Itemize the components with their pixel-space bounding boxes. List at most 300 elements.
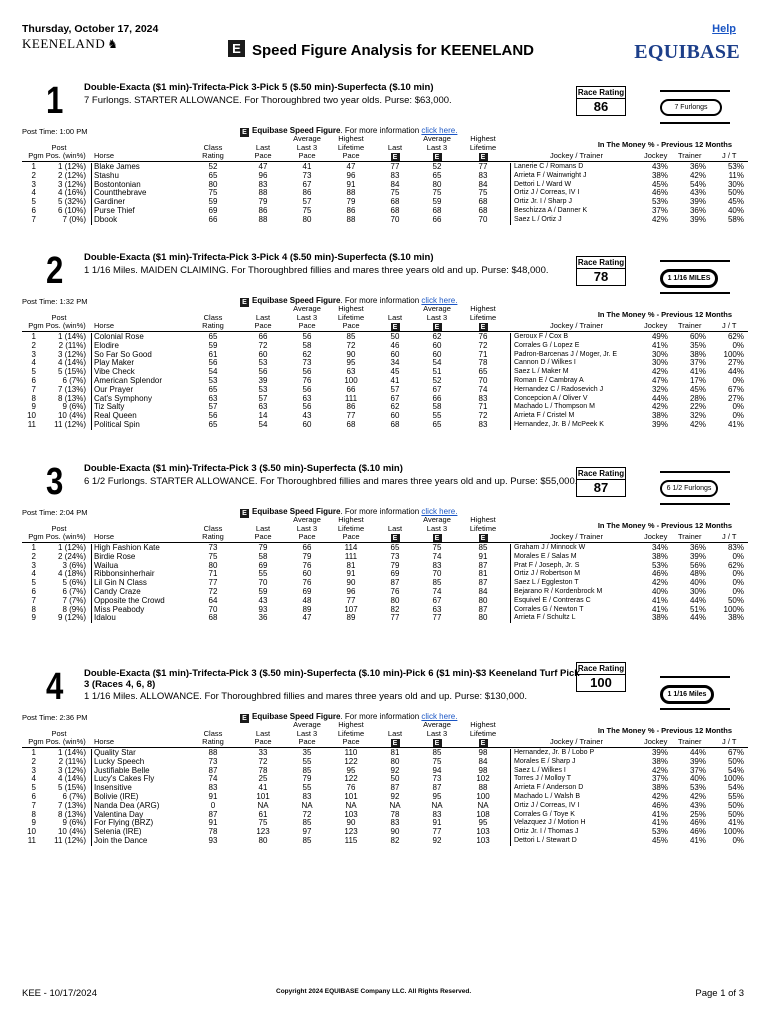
highest-lifetime-esf: 98 [478,748,488,757]
race-rating-value: 86 [593,99,609,114]
col-header-icon-line [464,322,502,331]
col-horse [94,516,154,542]
col-last-esf [380,516,410,542]
highest-lifetime-esf: 84 [478,586,488,596]
col-header-text: Horse [94,532,115,541]
highest-lifetime-esf: 95 [478,818,488,828]
avg-last3-esf: 65 [432,170,442,180]
class-rating: 53 [208,375,218,385]
trainer-pct: 35% [689,340,706,350]
program-number: 1 [31,162,36,171]
last-esf: 87 [390,578,400,588]
highest-lifetime-pace: 63 [346,367,356,377]
equibase-logo: EQUIBASE [634,41,740,63]
highest-lifetime-pace: 103 [344,809,358,819]
col-header-icon-line [418,533,456,542]
highest-lifetime-esf: 77 [478,162,488,171]
highest-lifetime-esf: NA [477,800,489,810]
jockey-trainer: Arrieta F / Anderson D [514,784,584,792]
program-number: 5 [31,783,36,793]
jockey-pct: 47% [651,375,668,385]
horse-name: Political Spin [94,419,140,429]
horse-name: Dbook [94,214,118,224]
trainer-pct: 56% [689,560,706,570]
highest-lifetime-pace: 88 [346,188,356,198]
track-logo-text: KEENELAND [22,36,106,51]
equibase-e-icon: E [433,739,442,748]
col-header-text: Highest [470,304,496,313]
avg-last3-esf: 92 [432,835,442,845]
post-position: 4 (16%) [57,188,86,198]
highest-lifetime-pace: NA [345,800,357,810]
trainer-pct: 44% [689,595,706,605]
trainer-pct: 39% [689,197,706,207]
program-number: 2 [31,756,36,766]
program-number: 3 [31,179,36,189]
avg-last3-esf: 63 [432,604,442,614]
avg-last3-pace: 47 [302,613,312,623]
equibase-e-icon: E [479,739,488,748]
class-rating: 64 [208,595,218,605]
col-trainer-pct: Trainer [678,532,702,541]
horse-name: Countthebrave [94,188,147,198]
trainer-pct: 53% [689,783,706,793]
click-here-link[interactable]: click here. [421,296,458,305]
highest-lifetime-esf: 84 [478,756,488,766]
horse-name: Nanda Dea (ARG) [94,800,160,810]
avg-last3-pace: 89 [302,604,312,614]
col-avg-last3-pace [288,516,326,542]
col-header-text: Rating [202,737,224,746]
footer-page-number: Page 1 of 3 [695,988,744,999]
last-pace: 54 [258,419,268,429]
col-jt-pct: J / T [722,737,737,746]
avg-last3-esf: 85 [432,748,442,757]
race-rating-box [576,256,626,286]
last-esf: 50 [390,774,400,784]
col-header-text: Pace [298,737,316,746]
col-horse [94,305,154,331]
trainer-pct: 44% [689,748,706,757]
horse-name: American Splendor [94,375,163,385]
last-esf: 68 [390,205,400,215]
avg-last3-pace: 97 [302,827,312,837]
click-here-link[interactable]: click here. [421,712,458,721]
jockey-trainer: Corrales G / Toye K [514,810,575,818]
jt-pct: 55% [727,791,744,801]
jockey-pct: 45% [651,179,668,189]
last-esf: 70 [390,214,400,224]
col-header-text: Pace [254,737,272,746]
avg-last3-pace: 48 [302,595,312,605]
jockey-pct: 41% [651,604,668,614]
jockey-pct: 39% [651,748,668,757]
program-number: 7 [31,384,36,394]
jt-pct: 30% [727,179,744,189]
avg-last3-esf: 65 [432,419,442,429]
col-header-text: Pace [342,151,360,160]
entries-table [22,333,748,430]
post-position: 6 (7%) [62,375,86,385]
table-row [22,395,748,404]
jockey-pct: 38% [651,613,668,623]
col-last-esf [380,135,410,161]
last-esf: 57 [390,384,400,394]
last-esf: 46 [390,340,400,350]
col-class-rating [198,516,228,542]
horse-name: Idalou [94,613,116,623]
track-rail-bottom [660,292,730,294]
col-header-text: Average [423,720,451,729]
highest-lifetime-pace: 107 [344,604,358,614]
equibase-e-icon: E [479,153,488,162]
jt-pct: 0% [732,569,744,579]
jockey-pct: 30% [651,358,668,368]
jockey-trainer: Ortiz Jr. I / Thomas J [514,828,579,836]
col-avg-last3-esf [418,305,456,331]
class-rating: 71 [208,569,218,579]
speed-figure-label: Equibase Speed Figure [252,296,341,305]
post-position: 1 (14%) [57,748,86,757]
col-header-text: Last [387,142,403,152]
jockey-pct: 34% [651,543,668,552]
col-header-text: Last 3 [296,728,318,738]
trainer-pct: 51% [689,604,706,614]
col-post [22,135,92,161]
avg-last3-pace: NA [301,800,313,810]
jockey-trainer: Padron-Barcenas J / Moger, Jr. E [514,350,618,358]
last-esf: 87 [390,783,400,793]
track-rail-top [660,471,730,473]
avg-last3-pace: 43 [302,411,312,421]
avg-last3-esf: 68 [432,205,442,215]
help-link[interactable]: Help [712,23,736,35]
jockey-pct: 39% [651,419,668,429]
trainer-pct: 40% [689,774,706,784]
highest-lifetime-pace: 96 [346,586,356,596]
race-number: 2 [46,250,64,292]
jockey-pct: 42% [651,578,668,588]
class-rating: 65 [208,170,218,180]
col-header-text: Pace [254,321,272,330]
highest-lifetime-pace: 100 [344,375,358,385]
highest-lifetime-esf: 98 [478,765,488,775]
avg-last3-esf: 91 [432,818,442,828]
col-jockey-trainer: Jockey / Trainer [550,151,603,160]
click-here-link[interactable]: click here. [421,507,458,516]
last-pace: 39 [258,375,268,385]
jt-pct: 67% [727,384,744,394]
jockey-pct: 42% [651,214,668,224]
horse-name: Wailua [94,560,119,570]
post-position: 4 (14%) [57,358,86,368]
col-jockey-pct: Jockey [644,532,668,541]
col-header-text: Last 3 [296,312,318,322]
click-here-link[interactable]: click here. [421,126,458,135]
col-post [22,305,92,331]
horse-name: Bolivie (IRE) [94,791,139,801]
jockey-trainer: Concepcion A / Oliver V [514,394,588,402]
program-number: 10 [27,411,36,421]
col-header-text: Lifetime [469,312,497,322]
col-header-text: Rating [202,321,224,330]
col-last-esf [380,721,410,747]
jt-pct: 11% [728,170,744,180]
in-the-money-header: In The Money % - Previous 12 Months [597,521,732,530]
race-conditions-title: Double-Exacta ($1 min)-Trifecta-Pick 3 ($.50 min)-Superfecta ($.10 min)-Pick 6 ($1 min)-$3 Keeneland Turf Pick [84,668,580,679]
program-number: 5 [31,197,36,207]
post-time: Post Time: 2:36 PM [22,713,88,722]
last-pace: 72 [258,756,268,766]
highest-lifetime-esf: 72 [478,340,488,350]
class-rating: 65 [208,332,218,341]
jockey-pct: 45% [651,835,668,845]
horse-name: Purse Thief [94,205,135,215]
col-header-icon-line [418,152,456,161]
jockey-pct: 41% [651,818,668,828]
jockey-trainer: Arrieta F / Cristel M [514,412,575,420]
track-oval: 1 1/16 MILES [660,269,718,288]
highest-lifetime-esf: 83 [478,170,488,180]
last-esf: 77 [390,162,400,171]
col-header-text: Horse [94,321,115,330]
highest-lifetime-pace: 72 [346,340,356,350]
last-esf: 60 [390,349,400,359]
highest-lifetime-esf: 68 [478,197,488,207]
col-header-text: Highest [470,515,496,524]
jockey-pct: 42% [651,367,668,377]
jt-pct: 41% [727,419,744,429]
col-header-text: Highest [470,134,496,143]
jockey-pct: 53% [651,560,668,570]
class-rating: 0 [210,800,216,810]
column-divider [510,544,511,623]
highest-lifetime-pace: 68 [346,419,356,429]
avg-last3-esf: 54 [432,358,442,368]
avg-last3-esf: 74 [432,551,442,561]
program-number: 8 [31,809,36,819]
highest-lifetime-esf: 71 [478,402,488,412]
jockey-pct: 46% [651,569,668,579]
col-header-text: Last 3 [296,142,318,152]
col-header-text: Last 3 [296,523,318,533]
horse-name: Birdie Rose [94,551,136,561]
post-position: 4 (18%) [57,569,86,579]
col-avg-last3-esf [418,135,456,161]
highest-lifetime-esf: 80 [478,595,488,605]
col-header-text: Pace [254,532,272,541]
col-header-text: Horse [94,151,115,160]
trainer-pct: 39% [689,551,706,561]
avg-last3-esf: 83 [432,809,442,819]
jockey-pct: 38% [651,756,668,766]
jt-pct: 27% [727,358,744,368]
avg-last3-pace: 56 [302,332,312,341]
column-divider [91,333,92,430]
jockey-trainer: Ortiz J / Correas, IV I [514,189,580,197]
class-rating: 66 [208,214,218,224]
last-pace: 36 [258,613,268,623]
race-rating-value: 78 [593,269,609,284]
avg-last3-pace: 86 [302,188,312,198]
col-post [22,721,92,747]
entries-table [22,544,748,623]
col-header-text: Highest [470,720,496,729]
class-rating: 61 [208,349,218,359]
jockey-pct: 49% [651,332,668,341]
avg-last3-esf: 52 [432,375,442,385]
highest-lifetime-pace: 91 [346,569,356,579]
track-rail-top [660,90,730,92]
col-highest-lifetime-pace [334,721,368,747]
col-last-pace [248,135,278,161]
col-last-pace [248,721,278,747]
equibase-e-icon: E [391,739,400,748]
col-highest-lifetime-esf [464,135,502,161]
horse-name: Real Queen [94,411,137,421]
last-esf: 78 [390,809,400,819]
avg-last3-pace: 85 [302,818,312,828]
col-header-text: Class [203,728,223,738]
program-number: 3 [31,560,36,570]
last-esf: 73 [390,551,400,561]
jockey-trainer: Hernandez, Jr. B / Lobo P [514,749,595,756]
highest-lifetime-esf: 72 [478,411,488,421]
program-number: 4 [31,188,36,198]
avg-last3-pace: 41 [302,162,312,171]
trainer-pct: 39% [689,756,706,766]
col-header-text: Highest [338,304,364,313]
jt-pct: 0% [732,551,744,561]
jockey-trainer: Dettori L / Stewart D [514,836,577,844]
equibase-e-icon: E [240,714,249,723]
highest-lifetime-pace: 47 [346,162,356,171]
highest-lifetime-pace: 101 [344,791,358,801]
col-header-text: Lifetime [337,142,365,152]
last-esf: 62 [390,402,400,412]
column-divider [510,749,511,846]
col-jockey-trainer: Jockey / Trainer [550,532,603,541]
jt-pct: 100% [723,827,744,837]
jt-pct: 53% [727,162,744,171]
jockey-pct: 37% [651,774,668,784]
highest-lifetime-esf: 75 [478,188,488,198]
jt-pct: 45% [727,197,744,207]
track-rail-top [660,676,730,678]
trainer-pct: 17% [689,375,706,385]
highest-lifetime-pace: 122 [344,774,358,784]
highest-lifetime-esf: 102 [476,774,490,784]
col-jt-pct: J / T [722,151,737,160]
jockey-trainer: Prat F / Joseph, Jr. S [514,561,580,569]
col-avg-last3-pace [288,305,326,331]
highest-lifetime-pace: 79 [346,197,356,207]
horse-name: Colonial Rose [94,332,144,341]
post-position: 1 (12%) [57,543,86,552]
col-header-text: Average [423,134,451,143]
program-number: 7 [31,595,36,605]
col-jockey-trainer: Jockey / Trainer [550,737,603,746]
speed-figure-label: Equibase Speed Figure [252,712,341,721]
col-header-text: Lifetime [469,523,497,533]
last-pace: 43 [258,595,268,605]
speed-figure-label: Equibase Speed Figure [252,126,341,135]
jt-pct: 50% [727,809,744,819]
last-pace: 96 [258,170,268,180]
class-rating: 56 [208,358,218,368]
last-pace: 101 [256,791,270,801]
equibase-e-icon: E [391,534,400,543]
program-number: 2 [31,551,36,561]
last-esf: 76 [390,586,400,596]
avg-last3-esf: 59 [432,197,442,207]
last-pace: 78 [258,765,268,775]
jockey-pct: 42% [651,765,668,775]
col-header-text: Pgm Pos. (win%) [28,737,86,746]
col-header-blank [94,721,154,730]
last-esf: 65 [390,543,400,552]
last-pace: 83 [258,179,268,189]
last-esf: 83 [390,818,400,828]
avg-last3-esf: 58 [432,402,442,412]
col-avg-last3-esf [418,516,456,542]
avg-last3-pace: 56 [302,367,312,377]
avg-last3-esf: 67 [432,595,442,605]
last-esf: 79 [390,560,400,570]
jockey-trainer: Ortiz Jr. I / Sharp J [514,198,572,206]
post-position: 6 (10%) [57,205,86,215]
program-number: 10 [27,827,36,837]
jt-pct: 40% [727,205,744,215]
more-info-text: . For more information [340,296,420,305]
program-number: 6 [31,586,36,596]
program-number: 9 [31,818,36,828]
last-pace: 53 [258,358,268,368]
jt-pct: 100% [723,349,744,359]
horse-name: Ribbonsinherhair [94,569,155,579]
col-jockey-trainer: Jockey / Trainer [550,321,603,330]
class-rating: 56 [208,411,218,421]
trainer-pct: 43% [689,800,706,810]
avg-last3-pace: 57 [302,197,312,207]
col-header-icon-line [380,738,410,747]
highest-lifetime-pace: 88 [346,214,356,224]
post-position: 8 (13%) [57,809,86,819]
last-esf: 45 [390,367,400,377]
col-avg-last3-pace [288,721,326,747]
jockey-trainer: Hernandez C / Radosevich J [514,385,604,393]
jockey-pct: 43% [651,162,668,171]
avg-last3-esf: 75 [432,188,442,198]
table-row [22,614,748,623]
last-pace: 41 [258,783,268,793]
post-position: 2 (11%) [58,756,86,766]
track-rail-bottom [660,122,730,124]
race-date: Thursday, October 17, 2024 [22,23,159,35]
jockey-trainer: Morales E / Sharp J [514,757,576,765]
col-header-text: Average [423,515,451,524]
col-header-text: Highest [338,134,364,143]
col-jockey-pct: Jockey [644,151,668,160]
last-pace: 57 [258,393,268,403]
trainer-pct: 22% [689,402,706,412]
class-rating: 70 [208,604,218,614]
col-header-text: Last [387,312,403,322]
post-position: 5 (15%) [57,367,86,377]
program-number: 4 [31,358,36,368]
col-header-text: Rating [202,151,224,160]
post-position: 2 (24%) [57,551,86,561]
